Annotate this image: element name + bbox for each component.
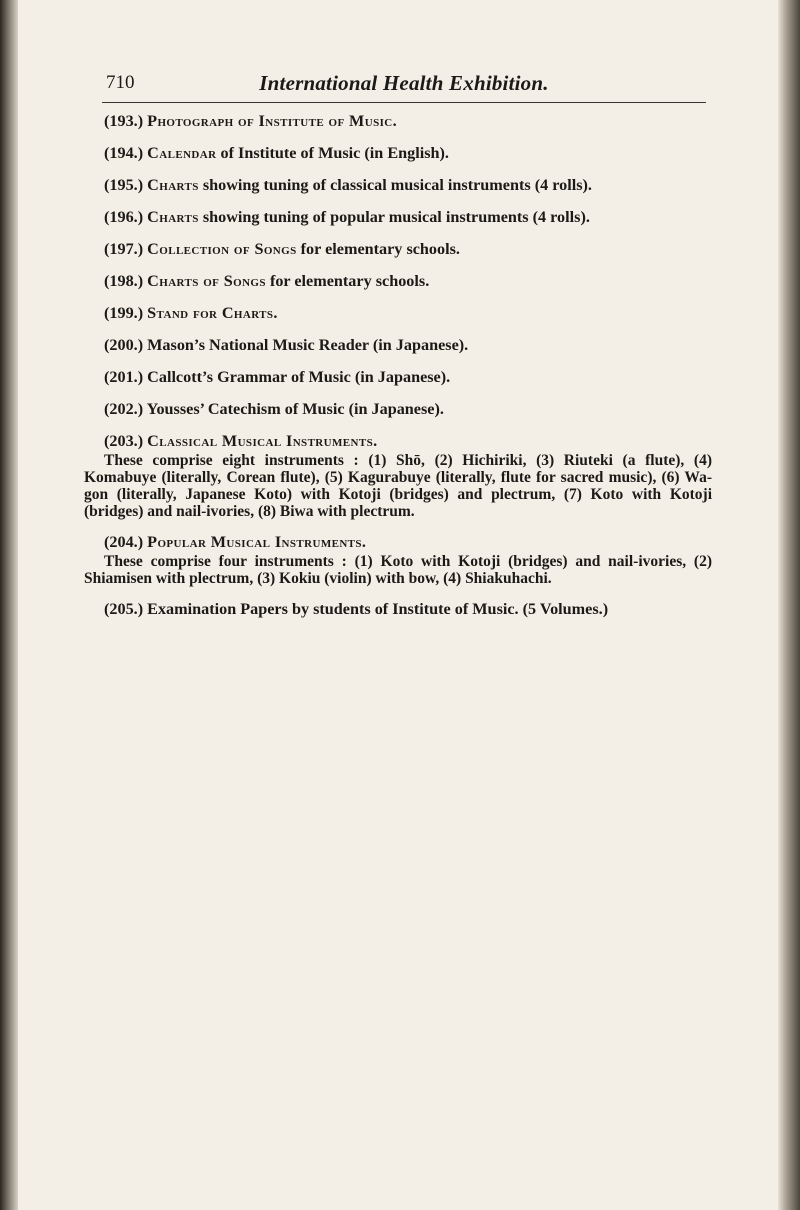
entry-text: Callcott’s Grammar of Music (in Japanese). bbox=[147, 368, 451, 386]
entry-title: Collection of Songs bbox=[147, 240, 297, 258]
running-head: International Health Exhibition. bbox=[259, 71, 549, 95]
binding-edge-left bbox=[0, 0, 18, 1210]
entry-number: (198.) bbox=[104, 272, 144, 290]
entry-number: (202.) bbox=[104, 400, 144, 418]
entry-text: showing tuning of classical musical instruments (4 rolls). bbox=[198, 176, 592, 194]
page-edge-right bbox=[778, 0, 800, 1210]
list-item bbox=[104, 600, 712, 619]
list-item bbox=[104, 336, 712, 355]
entry-description-popular: These comprise four instruments : (1) Koto with Kotoji (bridges) and nail-ivories, (2) Shiamisen with plectrum, (3) Kokiu (violin) with bow, (4) Shiakuhachi. bbox=[84, 553, 712, 587]
list-item bbox=[104, 533, 712, 552]
list-item bbox=[104, 208, 712, 227]
entry-title: Photograph of Institute of Music. bbox=[147, 112, 398, 130]
entry-number: (203.) bbox=[104, 432, 144, 450]
list-item bbox=[104, 304, 712, 323]
page-header bbox=[102, 68, 706, 103]
entry-text: for elementary schools. bbox=[296, 240, 460, 258]
list-item bbox=[104, 432, 712, 451]
entry-number: (197.) bbox=[104, 240, 144, 258]
entry-title: Charts of Songs bbox=[147, 272, 266, 290]
entry-text: for elementary schools. bbox=[265, 272, 430, 290]
entry-title: Stand for Charts. bbox=[147, 304, 278, 322]
entry-description-classical: These comprise eight instruments : (1) Shō, (2) Hichiriki, (3) Riuteki (a flute), (4) Komabuye (literally, Corean flute), (5) Kagurabuye (literally, flute for sacred music), (6) Wa-gon (literally, Japanese Koto) with Kotoji (bridges) and plectrum, (7) Koto with Kotoji (bridges) and nail-ivories, (8) Biwa with plectrum. bbox=[84, 452, 712, 520]
entry-number: (194.) bbox=[104, 144, 144, 162]
entry-title: Classical Musical Instruments. bbox=[147, 432, 378, 450]
entry-number: (201.) bbox=[104, 368, 144, 386]
entry-number: (200.) bbox=[104, 336, 144, 354]
entry-text: Examination Papers by students of Institute of Music. (5 Volumes.) bbox=[147, 600, 609, 618]
list-item bbox=[104, 112, 712, 131]
entry-number: (205.) bbox=[104, 600, 144, 618]
entry-text: of Institute of Music (in English). bbox=[216, 144, 449, 162]
entry-text: Yousses’ Catechism of Music (in Japanese). bbox=[146, 400, 444, 418]
catalogue-list bbox=[84, 112, 712, 619]
list-item bbox=[104, 240, 712, 259]
entry-number: (195.) bbox=[104, 176, 144, 194]
entry-title: Charts bbox=[147, 176, 199, 194]
entry-title: Charts bbox=[147, 208, 199, 226]
entry-title: Calendar bbox=[147, 144, 217, 162]
entry-number: (193.) bbox=[104, 112, 144, 130]
entry-number: (204.) bbox=[104, 533, 144, 551]
list-item bbox=[104, 176, 712, 195]
entry-text: showing tuning of popular musical instruments (4 rolls). bbox=[198, 208, 590, 226]
list-item bbox=[104, 368, 712, 387]
list-item bbox=[104, 144, 712, 163]
entry-title: Popular Musical Instruments. bbox=[147, 533, 367, 551]
entry-number: (196.) bbox=[104, 208, 144, 226]
entry-number: (199.) bbox=[104, 304, 144, 322]
list-item bbox=[104, 272, 712, 291]
page-number: 710 bbox=[106, 72, 135, 93]
list-item bbox=[104, 400, 712, 419]
entry-text: Mason’s National Music Reader (in Japanese). bbox=[147, 336, 469, 354]
